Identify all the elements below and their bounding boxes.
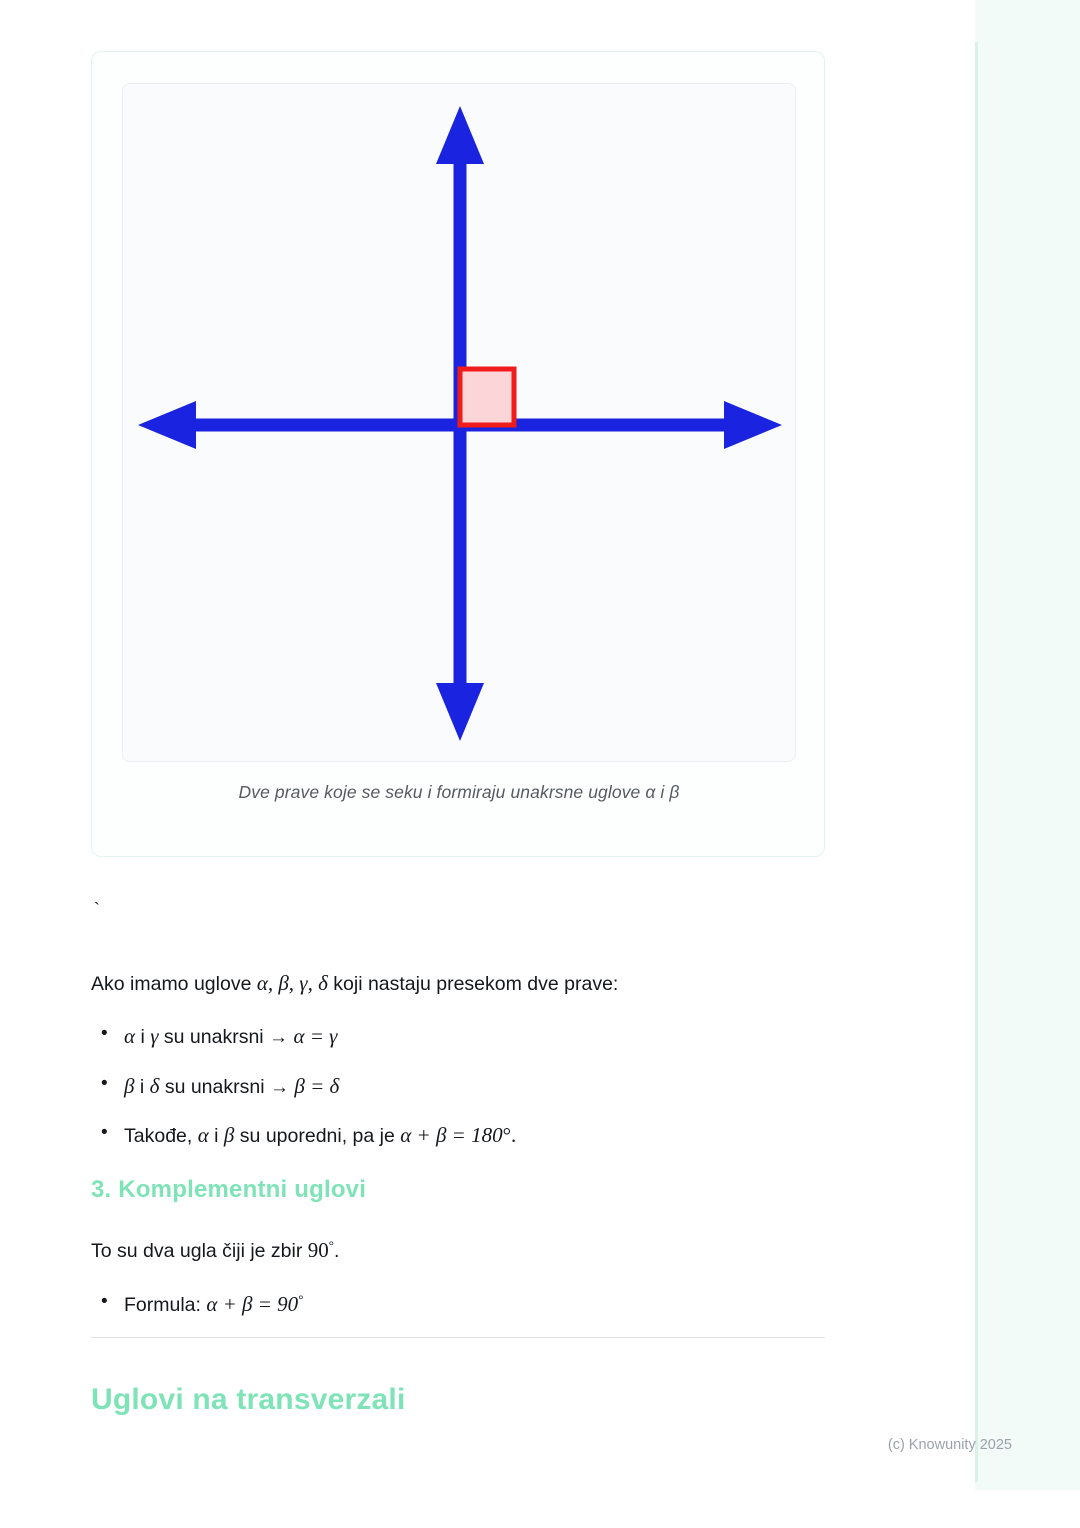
intro-paragraph (91, 968, 618, 998)
page-side-band-line (975, 42, 978, 1482)
formula-label: Formula: (124, 1294, 207, 1316)
copyright-footer: (c) Knowunity 2025 (887, 1437, 1012, 1453)
bullet-degree-suffix: °. (502, 1123, 517, 1148)
bullet-text-1: i (134, 1075, 150, 1098)
bullet-text-1: i (135, 1026, 151, 1048)
list-item (91, 1072, 516, 1101)
para2-text-after: . (333, 1240, 340, 1262)
bullet-text-2: i (208, 1125, 224, 1148)
degree-symbol: ° (298, 1291, 304, 1307)
intersecting-lines-diagram (123, 84, 796, 762)
figure-card (91, 51, 825, 857)
intro-text-after: koji nastaju presekom dve prave: (327, 973, 619, 995)
section-heading-transversal-angles: Uglovi na transverzali (91, 1383, 406, 1416)
bullet-text-1: Takođe, (124, 1125, 198, 1148)
para2-math: 90 (307, 1238, 329, 1262)
bullet-math-3: β = δ (294, 1073, 340, 1098)
stray-backtick-artifact: ` (91, 900, 103, 922)
list-item (91, 1121, 516, 1149)
page-side-band (975, 0, 1080, 1490)
figure-caption: Dve prave koje se seku i formiraju unakrsne uglove α i β (238, 782, 680, 802)
bullet-math-1: β (124, 1073, 135, 1098)
list-item (91, 1290, 303, 1318)
right-arrow-icon: → (269, 1027, 289, 1048)
para2-text-before: To su dva ugla čiji je zbir (91, 1240, 308, 1262)
bullet-math-3: α = γ (293, 1024, 338, 1048)
formula-math: α + β = 90 (206, 1292, 299, 1316)
bullet-text-2: su unakrsni (158, 1026, 270, 1048)
bullet-math-2: δ (149, 1073, 160, 1098)
section-heading-complementary-angles: 3. Komplementni uglovi (91, 1176, 367, 1203)
figure-image-area (122, 83, 796, 762)
complementary-formula-list (91, 1290, 303, 1318)
bullet-math-1: α (197, 1123, 209, 1148)
bullet-math-3: α + β = 180 (400, 1123, 503, 1148)
intro-text-before: Ako imamo uglove (91, 973, 257, 995)
bullet-math-2: β (223, 1123, 235, 1148)
bullet-text-3: su uporedni, pa je (234, 1125, 401, 1148)
bullet-math-2: γ (150, 1024, 159, 1048)
intro-math-symbols: α, β, γ, δ (256, 971, 328, 995)
degree-symbol: ° (328, 1237, 334, 1253)
section-divider (91, 1337, 825, 1338)
right-arrow-icon: → (269, 1076, 289, 1098)
bullet-text-2: su unakrsni (159, 1075, 270, 1098)
list-item (91, 1022, 516, 1051)
bullet-math-1: α (124, 1024, 136, 1048)
vertical-angles-list (91, 1022, 516, 1171)
complementary-angles-paragraph (91, 1235, 339, 1265)
